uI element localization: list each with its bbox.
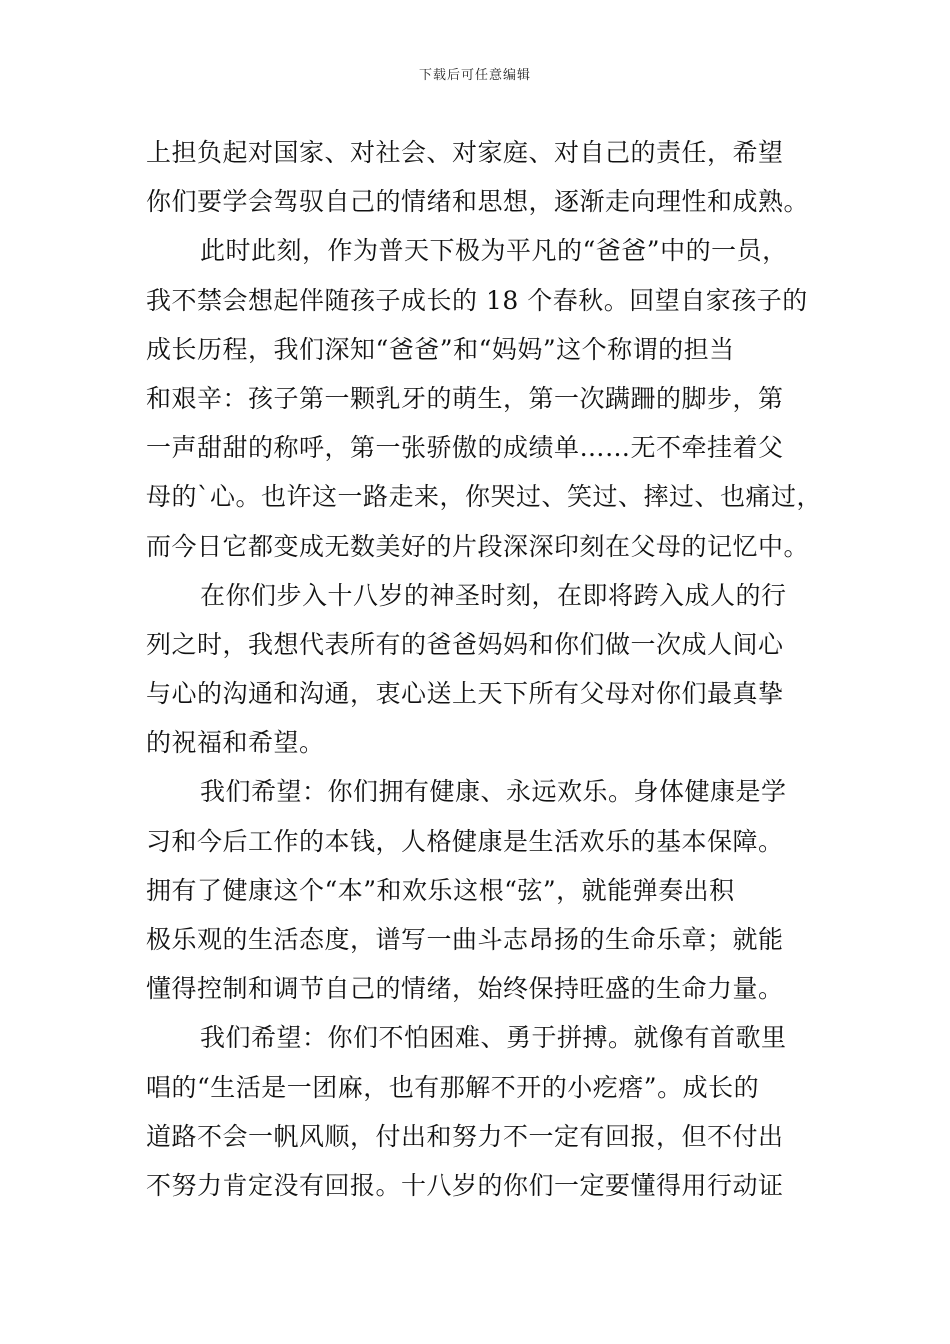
- document-body: [146, 128, 823, 1210]
- text-line: 上担负起对国家、对社会、对家庭、对自己的责任，希望: [146, 138, 784, 167]
- paragraph-start-line: 我们希望：你们不怕困难、勇于拼搏。就像有首歌里: [200, 1023, 787, 1053]
- text-line: 不努力肯定没有回报。十八岁的你们一定要懂得用行动证: [146, 1170, 784, 1200]
- text-line: 的祝福和希望。: [146, 728, 325, 758]
- text-line: 列之时，我想代表所有的爸爸妈妈和你们做一次成人间心: [146, 629, 784, 659]
- text-line: 极乐观的生活态度，谱写一曲斗志昂扬的生命乐章；就能: [146, 925, 784, 954]
- text-line: 成长历程，我们深知“爸爸”和“妈妈”这个称谓的担当: [146, 334, 735, 364]
- text-line: 与心的沟通和沟通，衷心送上天下所有父母对你们最真挚: [146, 679, 784, 709]
- text-line: 你们要学会驾驭自己的情绪和思想，逐渐走向理性和成熟。: [146, 187, 810, 217]
- text-line: 而今日它都变成无数美好的片段深深印刻在父母的记忆中。: [146, 531, 810, 561]
- text-line: 我不禁会想起伴随孩子成长的 18 个春秋。回望自家孩子的: [146, 285, 808, 315]
- text-line: 懂得控制和调节自己的情绪，始终保持旺盛的生命力量。: [146, 974, 784, 1004]
- text-line: 唱的“生活是一团麻，也有那解不开的小疙瘩”。成长的: [146, 1072, 760, 1102]
- page-header-note: 下载后可任意编辑: [418, 68, 531, 83]
- paragraph-start-line: 我们希望：你们拥有健康、永远欢乐。身体健康是学: [200, 777, 787, 807]
- text-line: 习和今后工作的本钱，人格健康是生活欢乐的基本保障。: [146, 826, 784, 856]
- paragraph-start-line: 此时此刻，作为普天下极为平凡的“爸爸”中的一员，: [200, 236, 788, 266]
- text-line: 道路不会一帆风顺，付出和努力不一定有回报，但不付出: [146, 1121, 784, 1151]
- text-line: 和艰辛：孩子第一颗乳牙的萌生，第一次蹒跚的脚步，第: [146, 383, 784, 413]
- text-line: 拥有了健康这个“本”和欢乐这根“弦”，就能弹奏出积: [146, 875, 735, 905]
- text-line: 一声甜甜的称呼，第一张骄傲的成绩单……无不牵挂着父: [146, 433, 784, 463]
- text-line: 母的`心。也许这一路走来，你哭过、笑过、摔过、也痛过，: [146, 482, 823, 512]
- paragraph-start-line: 在你们步入十八岁的神圣时刻，在即将跨入成人的行: [200, 580, 787, 610]
